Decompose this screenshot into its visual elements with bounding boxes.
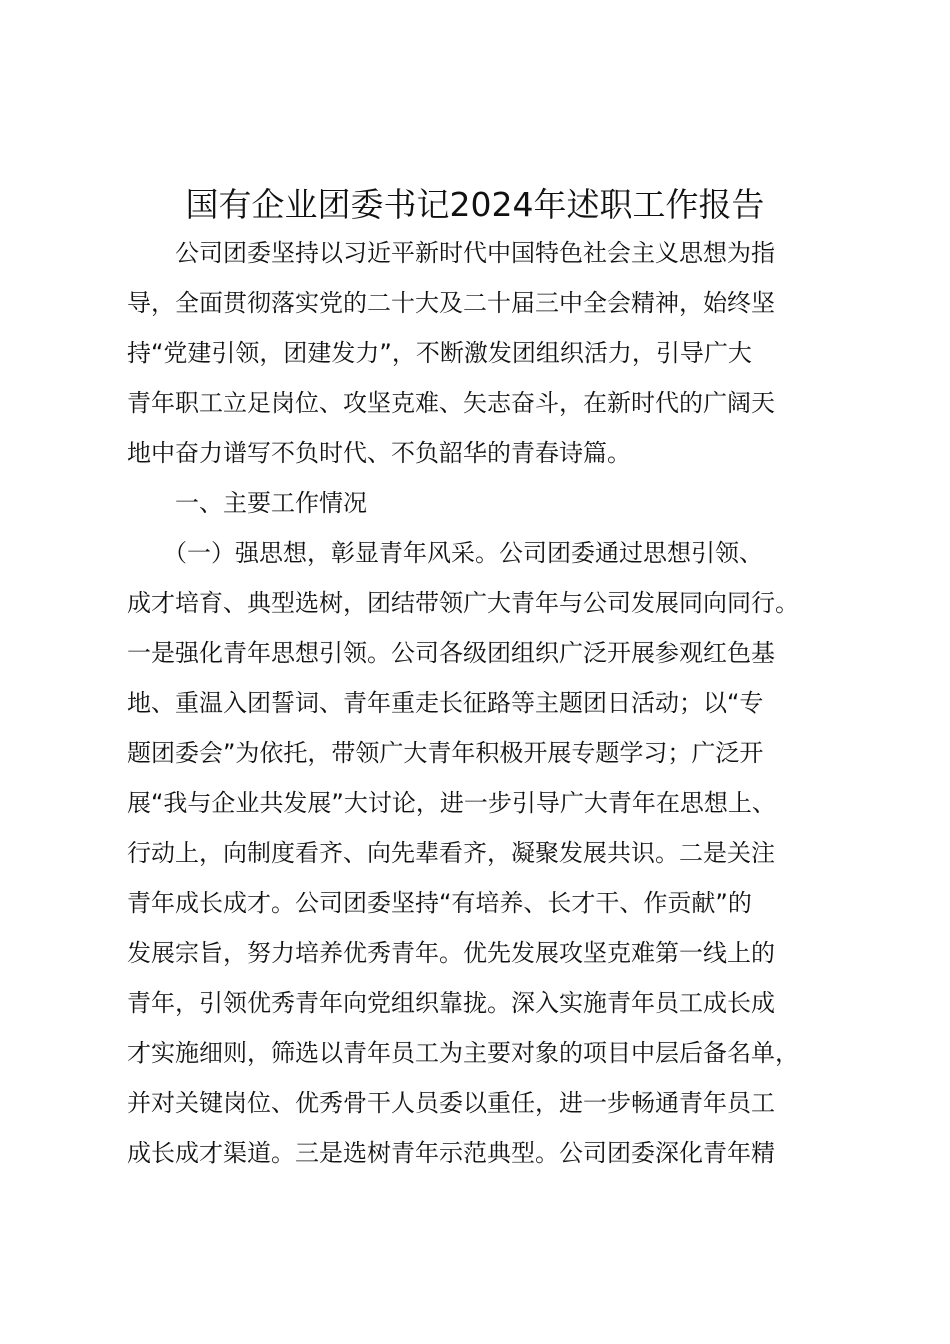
document-title: 国有企业团委书记2024年述职工作报告 bbox=[185, 185, 765, 224]
paragraph-line: 青年职工立足岗位、攻坚克难、矢志奋斗，在新时代的广阔天 bbox=[127, 389, 775, 417]
paragraph-line: 并对关键岗位、优秀骨干人员委以重任，进一步畅通青年员工 bbox=[127, 1089, 775, 1117]
document-body bbox=[127, 228, 847, 1178]
section-heading: 一、主要工作情况 bbox=[127, 489, 367, 517]
paragraph-line: 成才培育、典型选树，团结带领广大青年与公司发展同向同行。 bbox=[127, 589, 799, 617]
paragraph-line: 才实施细则，筛选以青年员工为主要对象的项目中层后备名单， bbox=[127, 1039, 799, 1067]
paragraph-line: 地、重温入团誓词、青年重走长征路等主题团日活动；以“专 bbox=[127, 689, 764, 717]
paragraph-line: 地中奋力谱写不负时代、不负韶华的青春诗篇。 bbox=[127, 439, 631, 467]
paragraph-line: （一）强思想，彰显青年风采。公司团委通过思想引领、 bbox=[127, 539, 763, 567]
paragraph-line: 题团委会”为依托，带领广大青年积极开展专题学习；广泛开 bbox=[127, 739, 764, 767]
paragraph-line: 行动上，向制度看齐、向先辈看齐，凝聚发展共识。二是关注 bbox=[127, 839, 775, 867]
paragraph-line: 公司团委坚持以习近平新时代中国特色社会主义思想为指 bbox=[127, 239, 775, 267]
paragraph-line: 发展宗旨，努力培养优秀青年。优先发展攻坚克难第一线上的 bbox=[127, 939, 775, 967]
paragraph-line: 一是强化青年思想引领。公司各级团组织广泛开展参观红色基 bbox=[127, 639, 775, 667]
paragraph-line: 持“党建引领，团建发力”，不断激发团组织活力，引导广大 bbox=[127, 339, 752, 367]
paragraph-line: 成长成才渠道。三是选树青年示范典型。公司团委深化青年精 bbox=[127, 1139, 775, 1167]
paragraph-line: 青年，引领优秀青年向党组织靠拢。深入实施青年员工成长成 bbox=[127, 989, 775, 1017]
paragraph-line: 导，全面贯彻落实党的二十大及二十届三中全会精神，始终坚 bbox=[127, 289, 775, 317]
paragraph-line: 展“我与企业共发展”大讨论，进一步引导广大青年在思想上、 bbox=[127, 789, 776, 817]
paragraph-line: 青年成长成才。公司团委坚持“有培养、长才干、作贡献”的 bbox=[127, 889, 752, 917]
